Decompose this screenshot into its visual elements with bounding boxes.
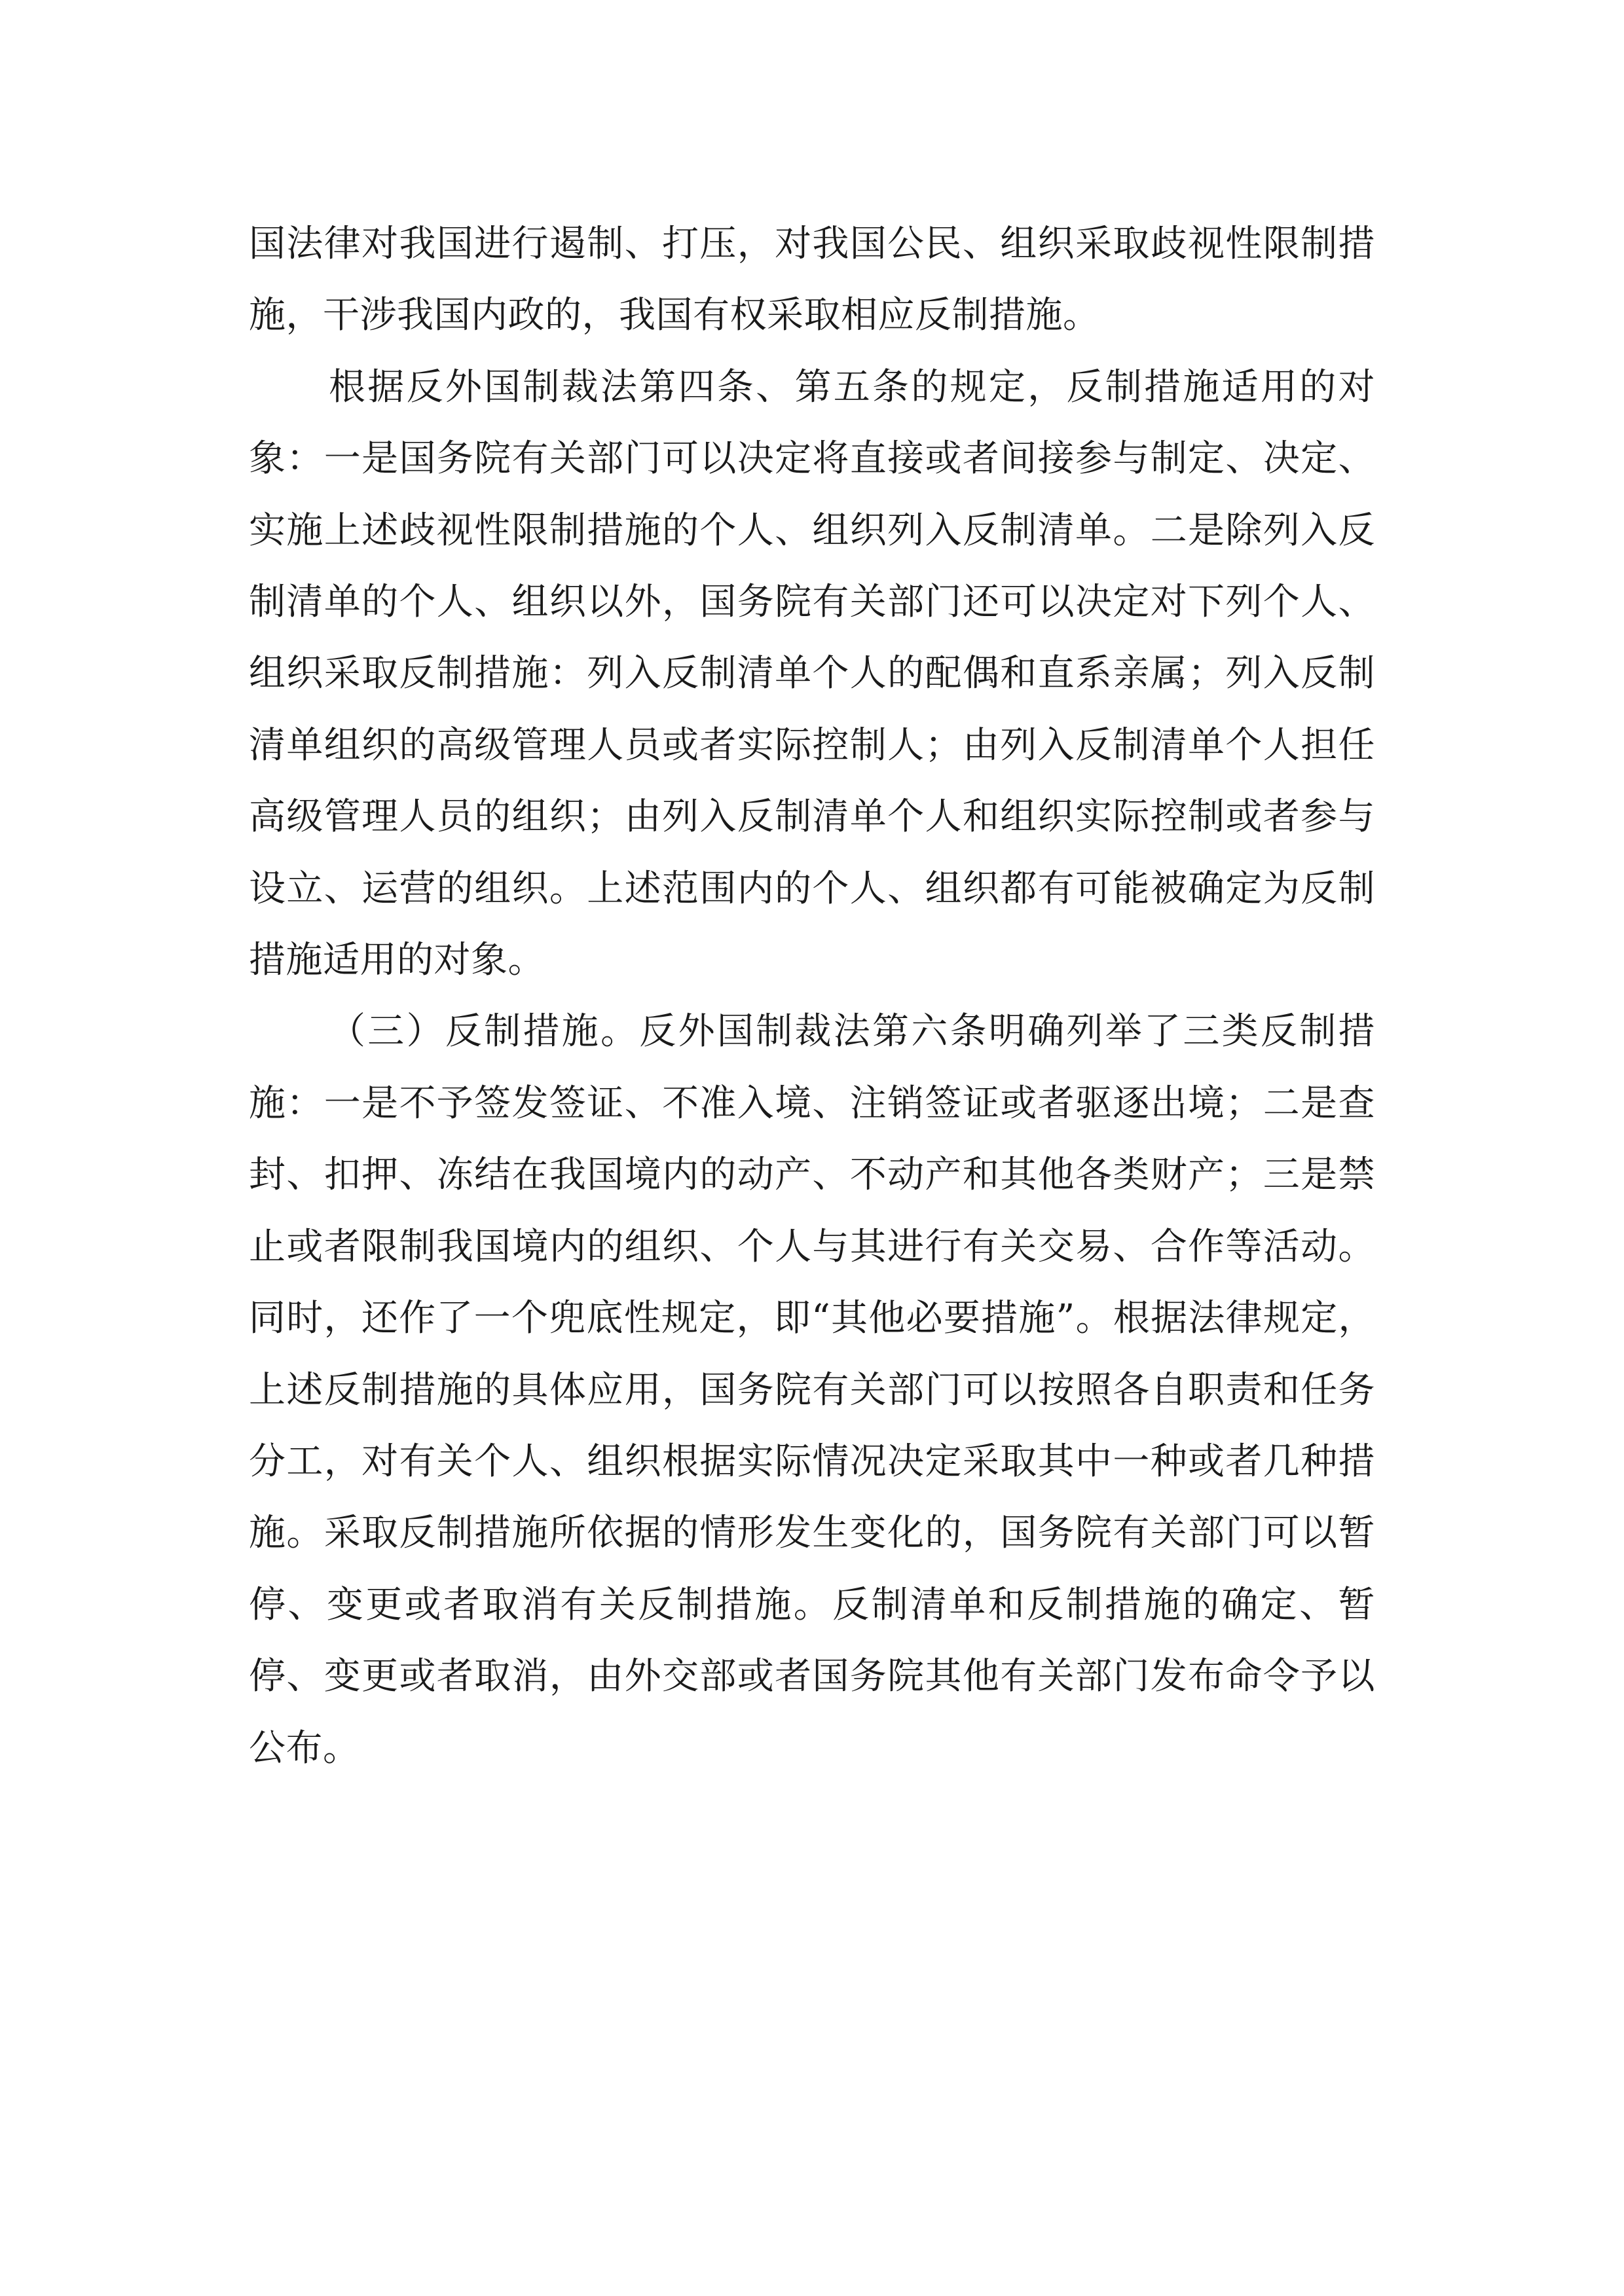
paragraph-continuation: 国法律对我国进行遏制、打压，对我国公民、组织采取歧视性限制措施，干涉我国内政的，我国有权采取相应反制措施。 [249,223,1375,337]
paragraph-countermeasure-targets: 根据反外国制裁法第四条、第五条的规定，反制措施适用的对象：一是国务院有关部门可以决定将直接或者间接参与制定、决定、实施上述歧视性限制措施的个人、组织列入反制清单。二是除列入反制清单的个人、组织以外，国务院有关部门还可以决定对下列个人、组织采取反制措施：列入反制清单个人的配偶和直系亲属；列入反制清单组织的高级管理人员或者实际控制人；由列入反制清单个人担任高级管理人员的组织；由列入反制清单个人和组织实际控制或者参与设立、运营的组织。上述范围内的个人、组织都有可能被确定为反制措施适用的对象。 [249,365,1375,982]
document-body [249,208,1375,1784]
paragraph-countermeasures: （三）反制措施。反外国制裁法第六条明确列举了三类反制措施：一是不予签发签证、不准入境、注销签证或者驱逐出境；二是查封、扣押、冻结在我国境内的动产、不动产和其他各类财产；三是禁止或者限制我国境内的组织、个人与其进行有关交易、合作等活动。同时，还作了一个兜底性规定，即“其他必要措施”。根据法律规定，上述反制措施的具体应用，国务院有关部门可以按照各自职责和任务分工，对有关个人、组织根据实际情况决定采取其中一种或者几种措施。采取反制措施所依据的情形发生变化的，国务院有关部门可以暂停、变更或者取消有关反制措施。反制清单和反制措施的确定、暂停、变更或者取消，由外交部或者国务院其他有关部门发布命令予以公布。 [249,1010,1375,1770]
